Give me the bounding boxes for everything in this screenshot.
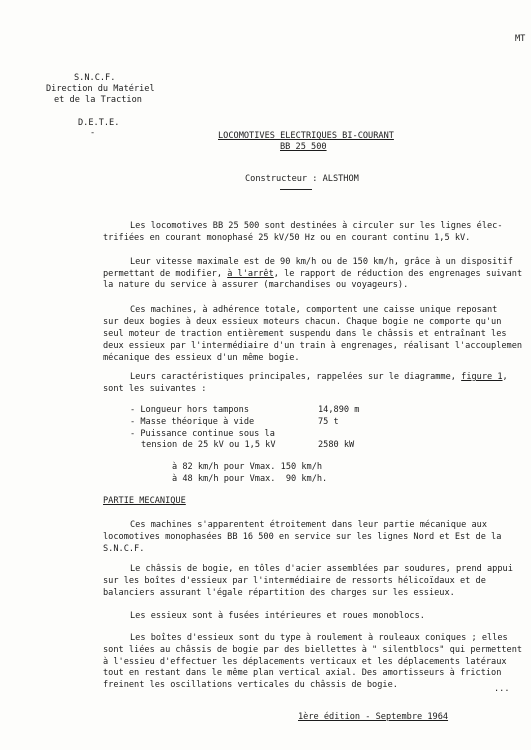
- mec-paragraph-4-line-1: Les boîtes d'essieux sont du type à roulement à rouleaux coniques ; elles: [130, 633, 508, 643]
- mec-paragraph-2-line-2: sur les boîtes d'essieux par l'intermédiaire de ressorts hélicoïdaux et de: [103, 576, 486, 586]
- paragraph-2-line-1: Leur vitesse maximale est de 90 km/h ou de 150 km/h, grâce à un dispositif: [130, 257, 513, 267]
- spec-speed-2: à 48 km/h pour Vmax. 90 km/h.: [172, 474, 328, 484]
- mec-paragraph-4-line-2: sont liées au châssis de bogie par des biellettes à " silentblocs" qui permettent: [103, 645, 523, 655]
- paragraph-3-line-1: Ces machines, à adhérence totale, comportent une caisse unique reposant: [130, 305, 498, 315]
- paragraph-2-line-3: la nature du service à assurer (marchandises ou voyageurs).: [103, 280, 409, 290]
- paragraph-1-line-1: Les locomotives BB 25 500 sont destinées à circuler sur les lignes élec-: [130, 221, 503, 231]
- header-org: S.N.C.F.: [74, 73, 116, 83]
- paragraph-3-line-3: seul moteur de traction entièrement suspendu dans le châssis et entraînant les: [103, 329, 507, 339]
- spec-length-value: 14,890 m: [318, 405, 360, 415]
- edition-footer: 1ère édition - Septembre 1964: [298, 712, 449, 722]
- mec-paragraph-2-line-1: Le châssis de bogie, en tôles d'acier assemblées par soudures, prend appui: [130, 564, 513, 574]
- paragraph-4-line-1: Leurs caractéristiques principales, rappelées sur le diagramme, figure 1,: [130, 372, 508, 382]
- constructor-line: Constructeur : ALSTHOM: [245, 174, 359, 184]
- mec-paragraph-4-line-4: tout en restant dans le même plan vertical axial. Des amortisseurs à friction: [103, 668, 502, 678]
- document-subtitle: BB 25 500: [280, 142, 327, 152]
- continuation-marker: ...: [494, 684, 510, 694]
- paragraph-4-line-2: sont les suivantes :: [103, 384, 207, 394]
- header-dept-line2: et de la Traction: [54, 95, 142, 105]
- spec-power-label-2: tension de 25 kV ou 1,5 kV: [141, 440, 276, 450]
- header-dept-line1: Direction du Matériel: [46, 84, 155, 94]
- paragraph-3-line-5: mécanique des essieux d'un même bogie.: [103, 353, 300, 363]
- header-section-dash: -: [90, 128, 96, 138]
- mec-paragraph-3-line-1: Les essieux sont à fusées intérieures et roues monoblocs.: [130, 611, 425, 621]
- paragraph-3-line-2: sur deux bogies à deux essieux moteurs chacun. Chaque bogie ne comporte qu'un: [103, 317, 502, 327]
- spec-power-label-1: - Puissance continue sous la: [130, 429, 275, 439]
- document-title: LOCOMOTIVES ELECTRIQUES BI-COURANT: [218, 131, 394, 141]
- mec-paragraph-1-line-2: locomotives monophasées BB 16 500 en service sur les lignes Nord et Est de la: [103, 532, 502, 542]
- mec-paragraph-2-line-3: balanciers assurant l'égale répartition des charges sur les essieux.: [103, 588, 455, 598]
- header-section: D.E.T.E.: [78, 118, 120, 128]
- paragraph-1-line-2: trifiées en courant monophasé 25 kV/50 Hz ou en courant continu 1,5 kV.: [103, 233, 471, 243]
- mec-paragraph-1-line-3: S.N.C.F.: [103, 544, 145, 554]
- spec-mass-value: 75 t: [318, 417, 339, 427]
- paragraph-2-line-2: permettant de modifier, à l'arrêt, le rapport de réduction des engrenages suivant: [103, 269, 523, 279]
- spec-speed-1: à 82 km/h pour Vmax. 150 km/h: [172, 462, 323, 472]
- spec-length-label: - Longueur hors tampons: [130, 405, 249, 415]
- constructor-rule: [280, 189, 312, 190]
- spec-power-value: 2580 kW: [318, 440, 355, 450]
- mec-paragraph-1-line-1: Ces machines s'apparentent étroitement dans leur partie mécanique aux: [130, 520, 487, 530]
- corner-mark: MT: [515, 34, 526, 44]
- paragraph-3-line-4: deux essieux par l'intermédiaire d'un train à engrenages, réalisant l'accouplemen: [103, 341, 523, 351]
- mec-paragraph-4-line-3: à l'essieu d'effectuer les déplacements verticaux et les déplacements latéraux: [103, 657, 507, 667]
- mec-paragraph-4-line-5: freinent les oscillations verticales du châssis de bogie.: [103, 680, 398, 690]
- spec-mass-label: - Masse théorique à vide: [130, 417, 255, 427]
- section-heading: PARTIE MECANIQUE: [103, 496, 186, 506]
